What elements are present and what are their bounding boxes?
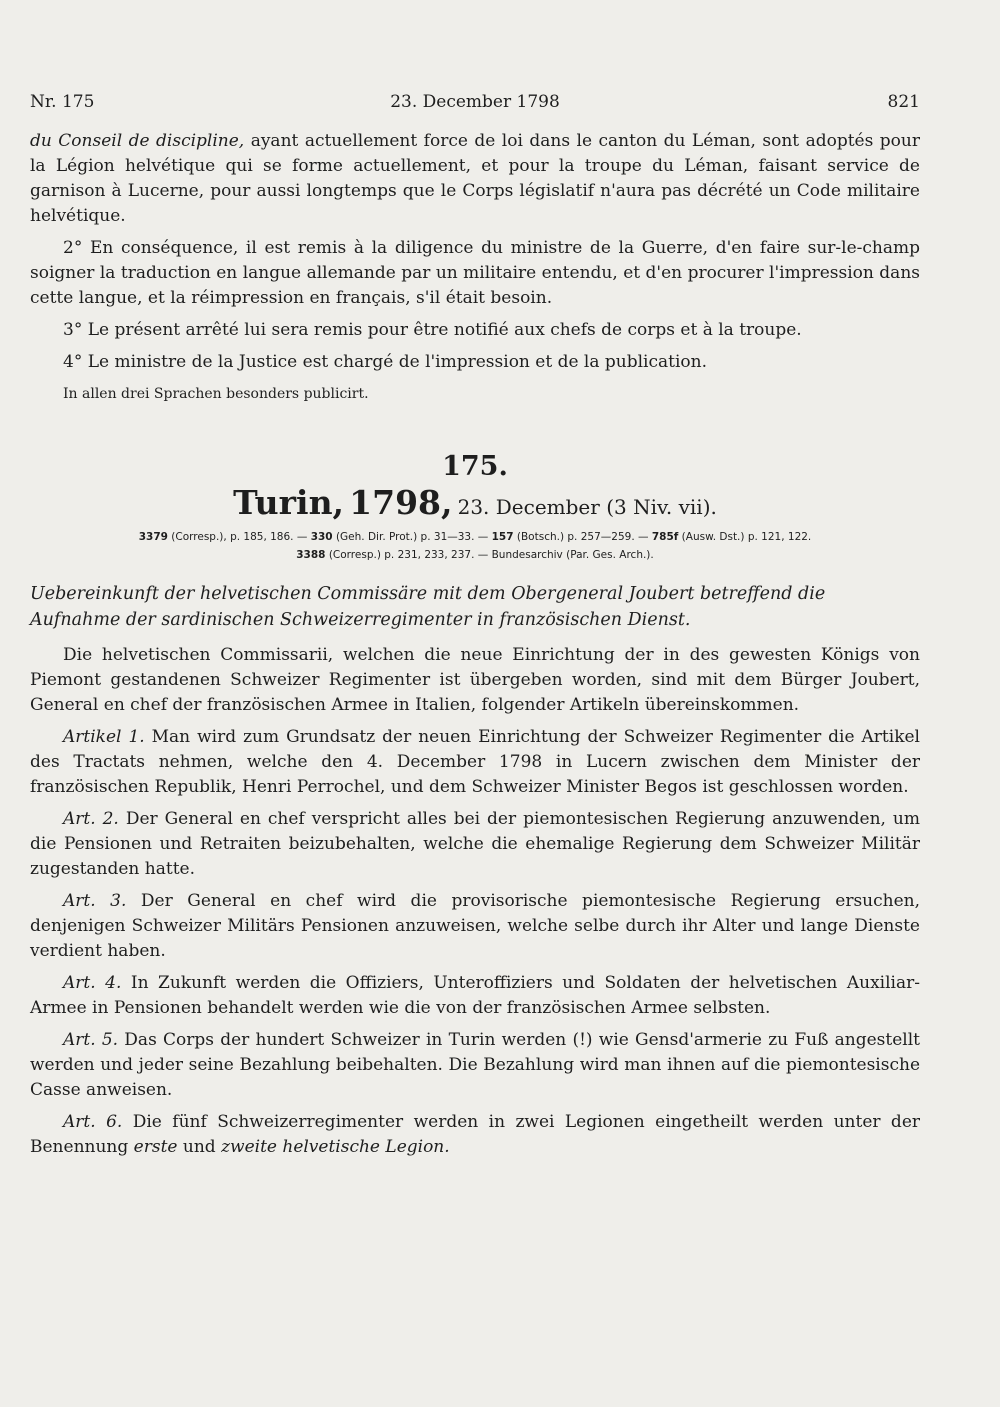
entry-title-block bbox=[30, 581, 920, 633]
article-text: Der General en chef verspricht alles bei der piemontesischen Regierung anzuwenden, um die Pensionen und Retraiten beizubehalten, welche die ehemalige Regierung dem Schweizer Militär zugestanden hatte. bbox=[30, 809, 921, 879]
entry-year: 1798, bbox=[349, 483, 453, 522]
ref-text: (Geh. Dir. Prot.) p. 31—33. — bbox=[332, 531, 492, 543]
article-label: Art. 6. bbox=[63, 1112, 123, 1132]
article-label: Artikel 1. bbox=[63, 727, 145, 747]
entry-number: 175. bbox=[442, 451, 508, 482]
ref-number: 330 bbox=[310, 531, 333, 543]
header-page-number: 821 bbox=[887, 92, 920, 112]
article-6 bbox=[30, 1110, 920, 1160]
article-1 bbox=[30, 725, 920, 800]
article-5 bbox=[30, 1028, 920, 1103]
continuation-lead: du Conseil de discipline, bbox=[30, 131, 245, 151]
article-text: Das Corps der hundert Schweizer in Turin werden (!) wie Gensd'armerie zu Fuß angestellt werden und jeder seine Bezahlung beibehalten. Die Bezahlung wird man ihnen auf die piemontesische Casse anweisen. bbox=[30, 1030, 920, 1100]
intro-paragraph: Die helvetischen Commissarii, welchen die neue Einrichtung der in des gewesten Königs von Piemont gestandenen Schweizer Regimenter ist übergeben worden, sind mit dem Bürger Joubert, General en chef der französischen Armee in Italien, folgender Artikeln übereinskommen. bbox=[30, 645, 920, 715]
continuation-paragraph bbox=[30, 129, 920, 229]
publication-note: In allen drei Sprachen besonders publicirt. bbox=[63, 386, 369, 402]
article-label: Art. 5. bbox=[63, 1030, 119, 1050]
entry-place-date bbox=[30, 484, 920, 528]
paragraph-2: 2° En conséquence, il est remis à la diligence du ministre de la Guerre, d'en faire sur-le-champ soigner la traduction en langue allemande par un militaire entendu, et d'en procurer l'impression dans cette langue, et la réimpression en français, s'il était besoin. bbox=[30, 238, 920, 308]
archive-references bbox=[30, 528, 920, 564]
article-4 bbox=[30, 971, 920, 1021]
paragraph-4: 4° Le ministre de la Justice est chargé de l'impression et de la publication. bbox=[63, 352, 707, 372]
entry-place: Turin, bbox=[233, 483, 345, 522]
ref-number: 3379 bbox=[138, 531, 168, 543]
article-2 bbox=[30, 807, 920, 882]
continuation-section bbox=[30, 129, 920, 407]
refs-line-2 bbox=[30, 546, 920, 564]
entry-heading bbox=[30, 450, 920, 564]
ref-number: 157 bbox=[491, 531, 514, 543]
article-text: Die fünf Schweizerregimenter werden in zwei Legionen eingetheilt werden unter der Benennung bbox=[30, 1112, 921, 1157]
article-text: In Zukunft werden die Offiziers, Unteroffiziers und Soldaten der helvetischen Auxiliar-Armee in Pensionen behandelt werden wie die von der französischen Armee selbsten. bbox=[30, 973, 920, 1018]
article-label: Art. 3. bbox=[63, 891, 127, 911]
ref-text: (Corresp.) p. 231, 233, 237. — Bundesarchiv (Par. Ges. Arch.). bbox=[325, 549, 654, 561]
header-entry-number: Nr. 175 bbox=[30, 92, 95, 112]
article-text: und bbox=[177, 1137, 222, 1157]
running-header bbox=[30, 92, 920, 116]
paragraph-3: 3° Le présent arrêté lui sera remis pour être notifié aux chefs de corps et à la troupe. bbox=[63, 320, 802, 340]
article-label: Art. 2. bbox=[63, 809, 119, 829]
refs-line-1 bbox=[30, 528, 920, 546]
entry-date: 23. December (3 Niv. vii). bbox=[457, 495, 717, 519]
legion-name-1: erste bbox=[133, 1137, 178, 1157]
ref-text: (Corresp.), p. 185, 186. — bbox=[167, 531, 311, 543]
ref-number: 785f bbox=[651, 531, 679, 543]
article-3 bbox=[30, 889, 920, 964]
continuation-text: ayant actuellement force de loi dans le canton du Léman, sont adoptés pour la Légion helvétique qui se forme actuellement, et pour la troupe du Léman, faisant service de garnison à Lucerne, pour aussi longtemps que le Corps législatif n'aura pas décrété un Code militaire helvétique. bbox=[30, 131, 920, 226]
entry-title: Uebereinkunft der helvetischen Commissäre mit dem Obergeneral Joubert betreffend die Aufnahme der sardinischen Schweizerregimenter in französischen Dienst. bbox=[30, 584, 826, 630]
article-text: Man wird zum Grundsatz der neuen Einrichtung der Schweizer Regimenter die Artikel des Tractats nehmen, welche den 4. December 1798 in Lucern zwischen dem Minister der französischen Republik, Henri Perrochel, und dem Schweizer Minister Begos ist geschlossen worden. bbox=[30, 727, 920, 797]
legion-name-2: zweite helvetische Legion. bbox=[221, 1137, 450, 1157]
ref-text: (Ausw. Dst.) p. 121, 122. bbox=[678, 531, 812, 543]
ref-number: 3388 bbox=[296, 549, 326, 561]
article-label: Art. 4. bbox=[63, 973, 122, 993]
ref-text: (Botsch.) p. 257—259. — bbox=[513, 531, 652, 543]
article-text: Der General en chef wird die provisorische piemontesische Regierung ersuchen, denjenigen Schweizer Militärs Pensionen anzuweisen, welche selbe durch ihr Alter und lange Dienste verdient haben. bbox=[30, 891, 920, 961]
entry-body bbox=[30, 643, 920, 1160]
header-date: 23. December 1798 bbox=[390, 92, 560, 112]
